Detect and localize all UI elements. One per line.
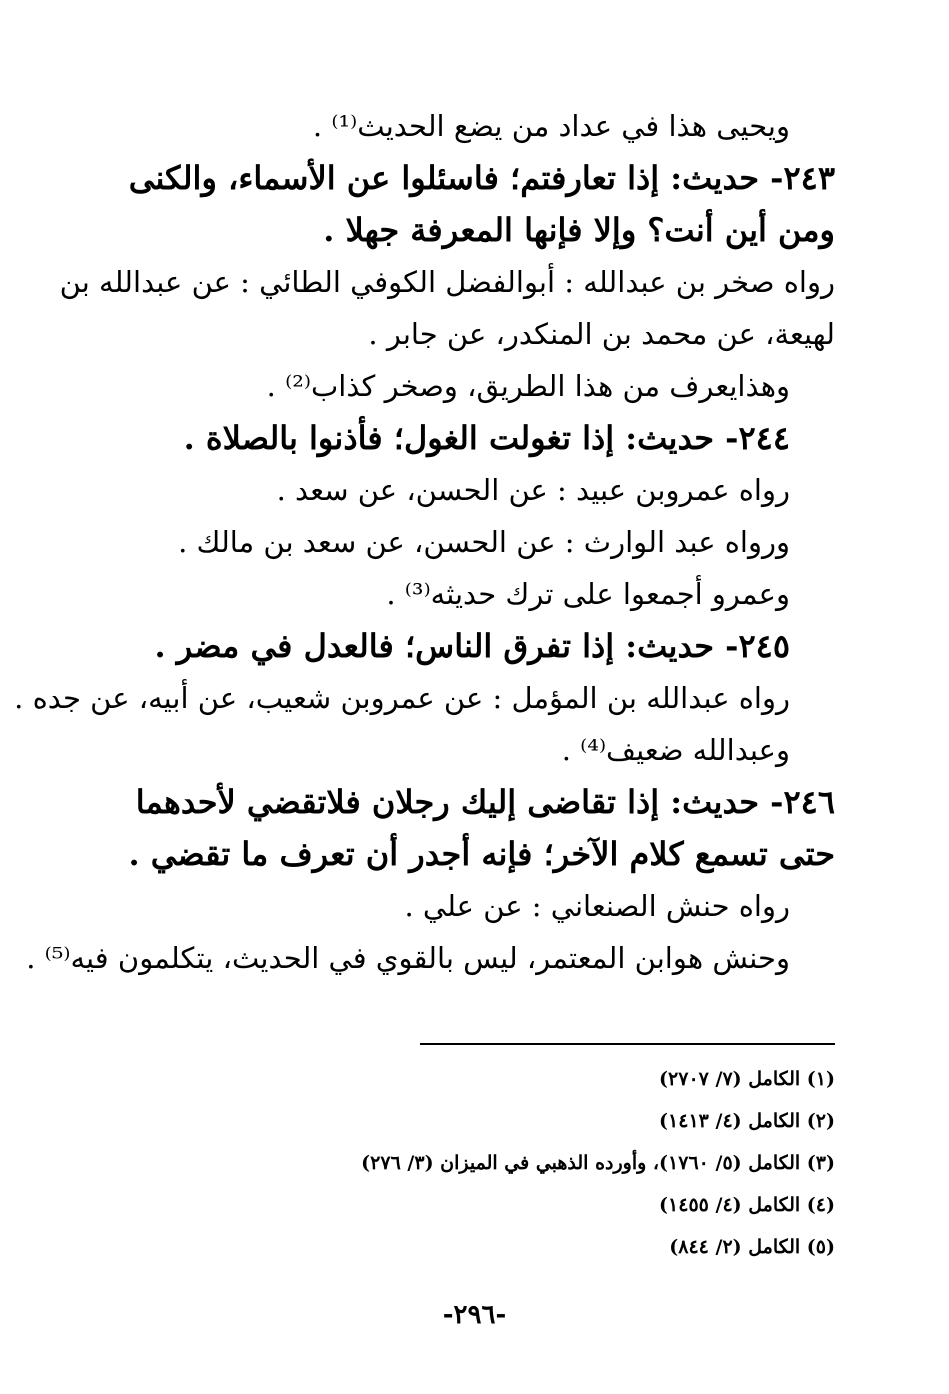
hadith-heading-246-cont: حتى تسمع كلام الآخر؛ فإنه أجدر أن تعرف ما تقضي . <box>128 835 835 873</box>
hadith-heading-243-cont: ومن أين أنت؟ وإلا فإنها المعرفة جهلا . <box>323 211 835 249</box>
text-line: وعبدالله ضعيف⁽⁴⁾ . <box>561 733 790 767</box>
footnote-5: (٥) الكامل (٢/ ٨٤٤) <box>669 1236 835 1258</box>
hadith-heading-246: ٢٤٦- حديث: إذا تقاضى إليك رجلان فلاتقضي لأحدهما <box>135 783 835 821</box>
text-line: رواه حنش الصنعاني : عن علي . <box>404 889 790 923</box>
footnote-4: (٤) الكامل (٤/ ١٤٥٥) <box>659 1194 835 1216</box>
footnote-2: (٢) الكامل (٤/ ١٤١٣) <box>659 1110 835 1132</box>
page-number: -٢٩٦- <box>442 1300 507 1330</box>
hadith-heading-245: ٢٤٥- حديث: إذا تفرق الناس؛ فالعدل في مضر . <box>154 627 790 665</box>
text-line: ويحيى هذا في عداد من يضع الحديث⁽¹⁾ . <box>312 109 790 143</box>
text-line: وعمرو أجمعوا على ترك حديثه⁽³⁾ . <box>386 577 790 611</box>
hadith-heading-244: ٢٤٤- حديث: إذا تغولت الغول؛ فأذنوا بالصلاة . <box>183 419 790 457</box>
text-line: رواه صخر بن عبدالله : أبوالفضل الكوفي الطائي : عن عبدالله بن <box>59 265 835 299</box>
text-line: رواه عمروبن عبيد : عن الحسن، عن سعد . <box>276 473 790 507</box>
footnote-divider <box>420 1043 835 1045</box>
text-line: لهيعة، عن محمد بن المنكدر، عن جابر . <box>368 317 835 351</box>
text-line: وحنش هوابن المعتمر، ليس بالقوي في الحديث، يتكلمون فيه⁽⁵⁾ . <box>26 941 790 975</box>
hadith-heading-243: ٢٤٣- حديث: إذا تعارفتم؛ فاسئلوا عن الأسماء، والكنى <box>128 159 835 197</box>
text-line: ورواه عبد الوارث : عن الحسن، عن سعد بن مالك . <box>178 525 790 559</box>
text-line: وهذايعرف من هذا الطريق، وصخر كذاب⁽²⁾ . <box>266 369 790 403</box>
footnote-3: (٣) الكامل (٥/ ١٧٦٠)، وأورده الذهبي في الميزان (٣/ ٢٧٦) <box>361 1152 835 1174</box>
footnote-1: (١) الكامل (٧/ ٢٧٠٧) <box>659 1068 835 1090</box>
footnotes <box>235 1058 835 1268</box>
page-body <box>14 100 835 984</box>
text-line: رواه عبدالله بن المؤمل : عن عمروبن شعيب، عن أبيه، عن جده . <box>14 681 790 715</box>
